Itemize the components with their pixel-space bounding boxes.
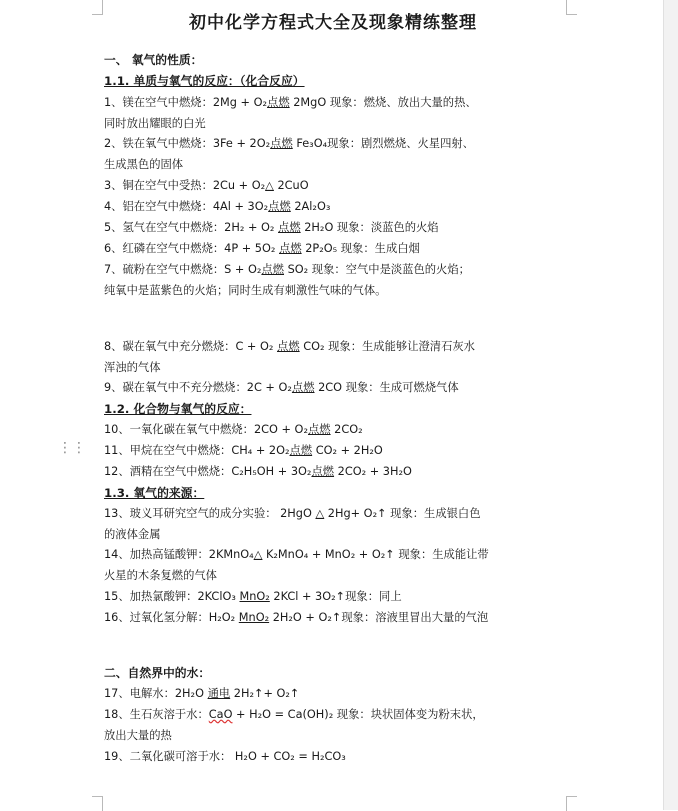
text-line [104,728,172,744]
section-heading [104,401,251,417]
text-segment: 13、玻义耳研究空气的成分实验： 2HgO [104,507,316,520]
reaction-condition: MnO₂ [238,611,270,624]
text-line [104,464,412,480]
section-heading [104,485,204,501]
text-segment: 的液体金属 [104,528,161,541]
text-segment: 3、铜在空气中受热：2Cu + O₂ [104,179,266,192]
text-line [104,506,481,522]
text-segment: 15、加热氯酸钾：2KClO₃ [104,590,240,603]
reaction-condition: 点燃 [268,200,291,213]
text-segment: 1.1. 单质与氧气的反应：（化合反应） [104,74,305,88]
text-segment: 9、碳在氧气中不充分燃烧：2C + O₂ [104,381,292,394]
text-line [104,178,309,194]
reaction-condition: △ [265,179,274,192]
text-line [104,95,477,111]
text-line [104,241,420,257]
text-line [104,157,183,173]
text-segment: 2、铁在氧气中燃烧：3Fe + 2O₂ [104,137,271,150]
page-edge [663,0,678,810]
text-segment: 2P₂O₅ 现象：生成白烟 [301,242,420,255]
text-segment: 2MgO 现象：燃烧、放出大量的热、 [289,96,477,109]
reaction-condition: 点燃 [277,340,300,353]
text-line [104,443,383,459]
spellcheck-underline-text: CaO [208,708,233,721]
reaction-condition: 点燃 [261,263,285,276]
text-line [104,136,474,152]
text-segment: 同时放出耀眼的白光 [104,117,206,130]
text-segment: 2H₂O 现象：淡蓝色的火焰 [300,221,439,234]
text-segment: 二、自然界中的水： [104,666,211,680]
reaction-condition: 点燃 [311,465,335,478]
section-heading [104,665,210,681]
text-segment: 11、甲烷在空气中燃烧：CH₄ + 2O₂ [104,444,290,457]
text-line [104,527,161,543]
text-segment: 14、加热高锰酸钾：2KMnO₄ [104,548,254,561]
reaction-condition: △ [315,507,325,520]
text-segment: 7、硫粉在空气中燃烧：S + O₂ [104,263,262,276]
text-segment: 2H₂O + O₂↑现象：溶液里冒出大量的气泡 [269,611,489,624]
reaction-condition: 通电 [207,687,231,700]
text-segment: 6、红磷在空气中燃烧：4P + 5O₂ [104,242,280,255]
text-segment: K₂MnO₄ + MnO₂ + O₂↑ 现象：生成能让带 [262,548,489,561]
text-segment: 10、一氧化碳在氧气中燃烧：2CO + O₂ [104,423,308,436]
text-segment: CO₂ + 2H₂O [312,444,383,457]
text-segment: 2CO₂ [330,423,363,436]
reaction-condition: 点燃 [267,96,290,109]
text-segment: 2CO₂ + 3H₂O [334,465,412,478]
crop-mark-bottom-right [566,796,577,811]
text-line [104,199,330,215]
text-segment: 纯氧中是蓝紫色的火焰；同时生成有刺激性气味的气体。 [104,284,387,297]
text-segment: 19、二氧化碳可溶于水： H₂O + CO₂ = H₂CO₃ [104,750,346,763]
text-line [104,547,489,563]
text-line [104,360,161,376]
text-line [104,262,470,278]
text-segment: 2H₂↑+ O₂↑ [230,687,300,700]
reaction-condition: △ [253,548,263,561]
text-segment: 1.2. 化合物与氧气的反应： [104,402,252,416]
text-line [104,749,346,765]
text-segment: 4、铝在空气中燃烧：4Al + 3O₂ [104,200,269,213]
text-line [104,422,363,438]
text-line [104,380,459,396]
text-segment: SO₂ 现象：空气中是淡蓝色的火焰； [284,263,470,276]
text-segment: 1.3. 氧气的来源： [104,486,205,500]
text-segment: 16、过氧化氢分解：H₂O₂ [104,611,239,624]
text-segment: 火星的木条复燃的气体 [104,569,217,582]
reaction-condition: MnO₂ [239,590,270,603]
reaction-condition: 点燃 [307,423,331,436]
reaction-condition: 点燃 [279,242,302,255]
text-line [104,283,386,299]
reaction-condition: 点燃 [278,221,301,234]
text-line [104,589,402,605]
text-segment: Fe₃O₄现象：剧烈燃烧、火星四射、 [292,137,474,150]
text-segment: 一、 氧气的性质： [104,53,203,67]
text-segment: 2Hg+ O₂↑ 现象：生成银白色 [324,507,481,520]
document-title: 初中化学方程式大全及现象精练整理 [189,13,477,33]
section-heading [104,73,305,89]
text-segment: 生成黑色的固体 [104,158,184,171]
text-segment: + H₂O = Ca(OH)₂ 现象：块状固体变为粉末状， [232,708,484,721]
reaction-condition: 点燃 [270,137,293,150]
text-line [104,686,299,702]
text-segment: 8、碳在氧气中充分燃烧：C + O₂ [104,340,278,353]
text-segment: 18、生石灰溶于水： [104,708,209,721]
text-segment: 2KCl + 3O₂↑现象：同上 [269,590,402,603]
reaction-condition: 点燃 [291,381,315,394]
reaction-condition: 点燃 [289,444,313,457]
text-line [104,568,217,584]
text-segment: 1、镁在空气中燃烧：2Mg + O₂ [104,96,268,109]
drag-handle-icon[interactable]: ⋮⋮ [58,440,86,456]
text-segment: 12、酒精在空气中燃烧：C₂H₅OH + 3O₂ [104,465,312,478]
section-heading [104,52,202,68]
text-segment: 5、氢气在空气中燃烧：2H₂ + O₂ [104,221,279,234]
text-line [104,610,488,626]
text-segment: 17、电解水：2H₂O [104,687,208,700]
text-segment: 2CO 现象：生成可燃烧气体 [314,381,459,394]
text-line [104,220,439,236]
text-line [104,707,484,723]
text-line [104,116,206,132]
text-segment: 浑浊的气体 [104,361,161,374]
text-line [104,339,475,355]
text-segment: 2CuO [273,179,309,192]
text-segment: CO₂ 现象：生成能够让澄清石灰水 [299,340,475,353]
text-segment: 放出大量的热 [104,729,172,742]
text-segment: 2Al₂O₃ [290,200,331,213]
crop-mark-bottom-left [92,796,103,811]
